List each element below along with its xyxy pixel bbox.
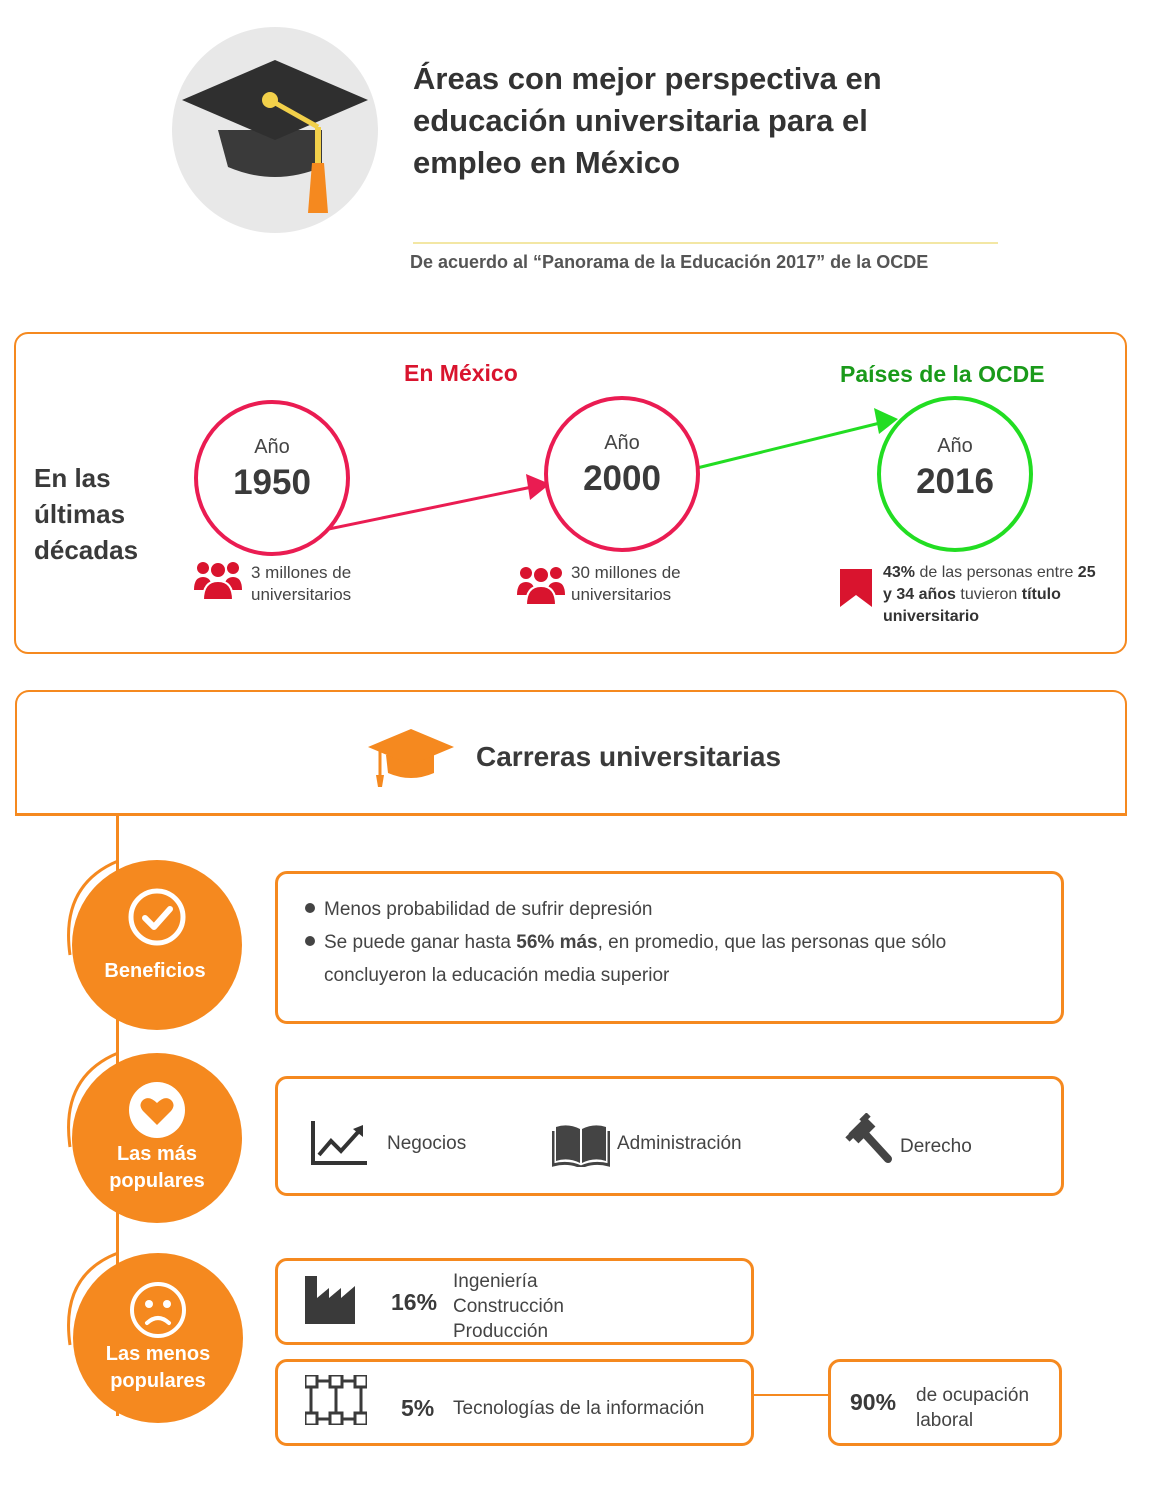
least-popular-badge (73, 1253, 243, 1423)
arrow-2000-2016 (697, 423, 880, 468)
benefit-item: Menos probabilidad de sufrir depresión (305, 893, 652, 926)
benefit-item: Se puede ganar hasta 56% más, en promedio, que las personas que sólo (305, 926, 946, 959)
sad-face-icon (129, 1281, 187, 1339)
benefits-badge (72, 860, 242, 1030)
occupation-connector (754, 1394, 829, 1396)
year-label: Año (937, 435, 973, 457)
least-label-line1: Las menos (105, 1343, 211, 1365)
engineering-pct: 16% (391, 1289, 438, 1315)
line-chart-icon (311, 1119, 369, 1165)
popular-box (275, 1076, 1064, 1196)
it-pct: 5% (401, 1395, 435, 1421)
least-label-line2: populares (110, 1370, 206, 1392)
year-label: Año (604, 432, 640, 454)
open-book-icon (552, 1123, 610, 1167)
year-circle-2000 (544, 396, 700, 552)
occupation-box (828, 1359, 1062, 1446)
source-note: De acuerdo al “Panorama de la Educación 2017” de la OCDE (410, 252, 929, 272)
timeline-heading: En las últimas décadas (34, 463, 139, 565)
factory-icon (305, 1274, 355, 1324)
year-value: 2000 (583, 459, 661, 498)
people-icon (194, 556, 242, 600)
graduation-cap-icon (366, 727, 456, 789)
network-nodes-icon (305, 1375, 367, 1425)
stat-2016: 43% de las personas entre 25 y 34 años tuvieron título universitario (883, 564, 1096, 625)
people-icon (517, 561, 565, 605)
popular-label-line1: Las más (116, 1143, 198, 1165)
engineering-line3: Producción (453, 1321, 549, 1342)
year-label: Año (254, 436, 290, 458)
benefits-label: Beneficios (104, 960, 206, 982)
occupation-pct: 90% (850, 1389, 897, 1415)
popular-item-negocios: Negocios (387, 1133, 467, 1154)
ocde-label: Países de la OCDE (840, 361, 1045, 387)
year-value: 2016 (916, 462, 994, 501)
benefit-item-continued: concluyeron la educación media superior (324, 965, 670, 986)
gavel-icon (844, 1113, 896, 1167)
popular-item-derecho: Derecho (900, 1136, 972, 1157)
year-circle-1950 (194, 400, 350, 556)
page-title: Áreas con mejor perspectiva en educación universitaria para el empleo en México (413, 61, 882, 180)
bookmark-icon (840, 569, 872, 607)
it-label: Tecnologías de la información (453, 1398, 705, 1419)
check-circle-icon (128, 888, 186, 946)
engineering-line2: Construcción (453, 1296, 564, 1317)
popular-item-administracion: Administración (617, 1133, 742, 1154)
benefits-box (275, 871, 1064, 1024)
engineering-box (275, 1258, 754, 1345)
it-box (275, 1359, 754, 1446)
popular-label-line2: populares (109, 1170, 205, 1192)
mexico-label: En México (404, 360, 518, 386)
occupation-line1: de ocupación (916, 1385, 1030, 1406)
stat-1950: 3 millones de universitarios (251, 563, 352, 604)
careers-title: Carreras universitarias (476, 741, 782, 772)
engineering-line1: Ingeniería (453, 1271, 538, 1292)
stat-2000: 30 millones de universitarios (571, 563, 681, 604)
popular-badge (72, 1053, 242, 1223)
occupation-line2: laboral (916, 1410, 974, 1431)
year-circle-2016 (877, 396, 1033, 552)
stat-2016-pct: 43% (883, 564, 916, 581)
heart-icon (128, 1081, 186, 1139)
year-value: 1950 (233, 463, 311, 502)
